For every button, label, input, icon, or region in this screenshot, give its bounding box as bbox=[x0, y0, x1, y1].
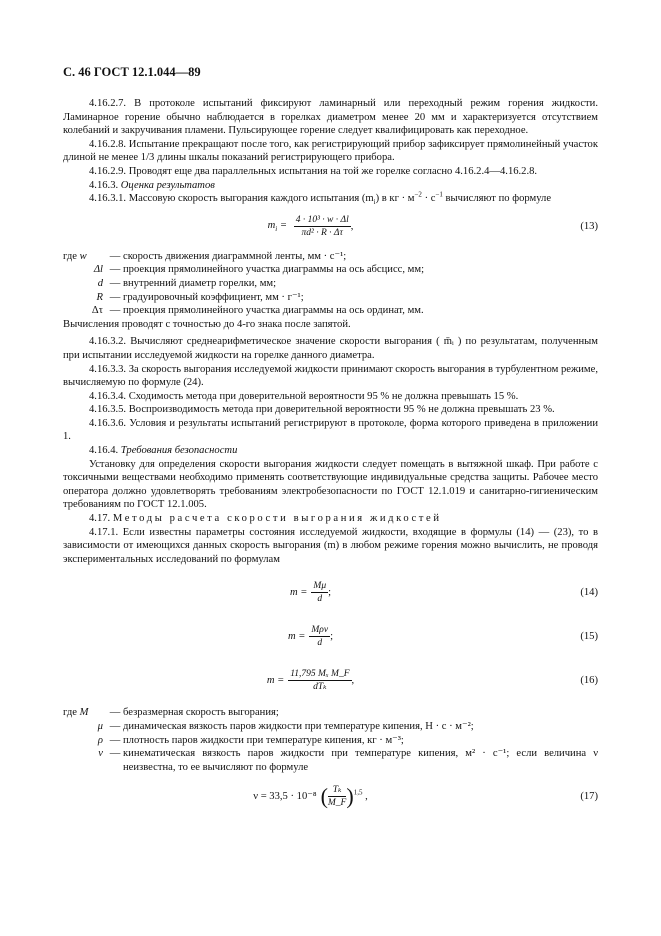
paragraph: 4.16.2.8. Испытание прекращают после того, как регистрирующий прибор зафиксирует прямолинейный участок длиной не менее 1/3 длины шкалы показаний регистрирующего прибора. bbox=[63, 138, 598, 164]
definition-item: ν — кинематическая вязкость паров жидкости при температуре кипения, м² · с⁻¹; если величина ν неизвестна, то ее вычисляют по формуле bbox=[98, 748, 598, 773]
document-body bbox=[63, 97, 598, 820]
formula-15: m = $\frac{\text{Mρν}}{d}$ ; (15) bbox=[287, 625, 598, 649]
paragraph: Вычисления проводят с точностью до 4-го знака после запятой. bbox=[63, 318, 351, 330]
section-heading: 4.16.4. Требования безопасности bbox=[89, 445, 238, 457]
section-heading: 4.16.3. Оценка результатов bbox=[89, 179, 215, 191]
definition-item: где M — безразмерная скорость выгорания; bbox=[63, 707, 279, 719]
definitions-list bbox=[63, 706, 598, 774]
definitions-list bbox=[63, 250, 598, 318]
paragraph: 4.16.3.1. Массовую скорость выгорания каждого испытания $(m_i)$ в кг · $м^{-2} \cdot с^{-1}$ вычисляют по формуле bbox=[89, 190, 552, 207]
definition-item: где w — скорость движения диаграммной ленты, мм · с⁻¹; bbox=[63, 250, 347, 262]
definition-item: R — градуировочный коэффициент, мм · г⁻¹; bbox=[96, 291, 304, 303]
formula-13: $m_i$ = $\frac{\text{4 · 10³ · w · Δl}}{\text{πd² · R · Δτ}}$ , (13) bbox=[267, 214, 598, 238]
formula-17: ν = 33,5 · 10⁻⁸ ( $\frac{\text{Tₖ}}{M\_F}$ )$^{1,5}$ , (17) bbox=[253, 783, 598, 809]
formula-number: (16) bbox=[580, 675, 598, 687]
formula-number: (13) bbox=[580, 220, 598, 232]
section-heading: 4.17. Методы расчета скорости выгорания жидкостей bbox=[89, 513, 442, 525]
formula-number: (17) bbox=[580, 791, 598, 803]
paragraph: 4.16.3.5. Воспроизводимость метода при доверительной вероятности 95 % не должна превышать 23 %. bbox=[89, 404, 555, 416]
paragraph: 4.16.2.7. В протоколе испытаний фиксируют ламинарный или переходный режим горения жидкости. Ламинарное горение обычно наблюдается в горелках диаметром менее 20 мм и характеризуется отсутствием колебаний и закручивания пламени. Пульсирующее горение следует квалифицировать как переходное. bbox=[63, 98, 598, 137]
paragraph: 4.16.3.3. За скорость выгорания исследуемой жидкости принимают скорость выгорания в турбулентном режиме, вычисляемую по формуле (24). bbox=[63, 363, 598, 389]
definition-item: ρ — плотность паров жидкости при температуре кипения, кг · м⁻³; bbox=[97, 734, 404, 746]
formula-number: (15) bbox=[580, 631, 598, 643]
definition-item: Δl — проекция прямолинейного участка диаграммы на ось абсцисс, мм; bbox=[93, 264, 425, 276]
paragraph: 4.16.3.2. Вычисляют среднеарифметическое значение скорости выгорания ( m̄ᵢ ) по результатам, полученным при испытании исследуемой жидкости на горелке данного диаметра. bbox=[63, 336, 598, 361]
paragraph: 4.16.2.9. Проводят еще два параллельных испытания на той же горелке согласно 4.16.2.4—4.16.2.8. bbox=[89, 165, 538, 177]
definition-item: μ — динамическая вязкость паров жидкости при температуре кипения, Н · с · м⁻²; bbox=[97, 721, 474, 732]
paragraph: Установку для определения скорости выгорания жидкости следует помещать в вытяжной шкаф. При работе с токсичными веществами необходимо применять соответствующие индивидуальные средства защиты. Рабочее место оператора должно удовлетворять требованиям электробезопасности по ГОСТ 12.1.019 и санитарно-гигиеническим требованиям по ГОСТ 12.1.005. bbox=[63, 458, 598, 511]
formula-14: m = $\frac{M\mu}{d}$ ; (14) bbox=[289, 581, 598, 605]
paragraph: 4.16.3.6. Условия и результаты испытаний регистрируют в протоколе, форма которого приведена в приложении 1. bbox=[63, 417, 598, 443]
paragraph: 4.16.3.4. Сходимость метода при доверительной вероятности 95 % не должна превышать 15 %. bbox=[89, 390, 519, 402]
formula-number: (14) bbox=[580, 587, 598, 599]
formula-16: m = $\frac{\text{11,795 Mₓ M\_F}}{\text{dTₖ}}$ , (16) bbox=[266, 669, 598, 693]
definition-item: Δτ — проекция прямолинейного участка диаграммы на ось ординат, мм. bbox=[91, 305, 424, 317]
definition-item: d — внутренний диаметр горелки, мм; bbox=[97, 277, 277, 289]
paragraph: 4.17.1. Если известны параметры состояния исследуемой жидкости, входящие в формулы (14) — (23), то в зависимости от имеющихся данных скорость выгорания (m) в любом режиме горения можно вычислить, не проводя экспериментальных исследований по формулам bbox=[63, 526, 598, 565]
page-header: С. 46 ГОСТ 12.1.044—89 bbox=[63, 65, 201, 79]
